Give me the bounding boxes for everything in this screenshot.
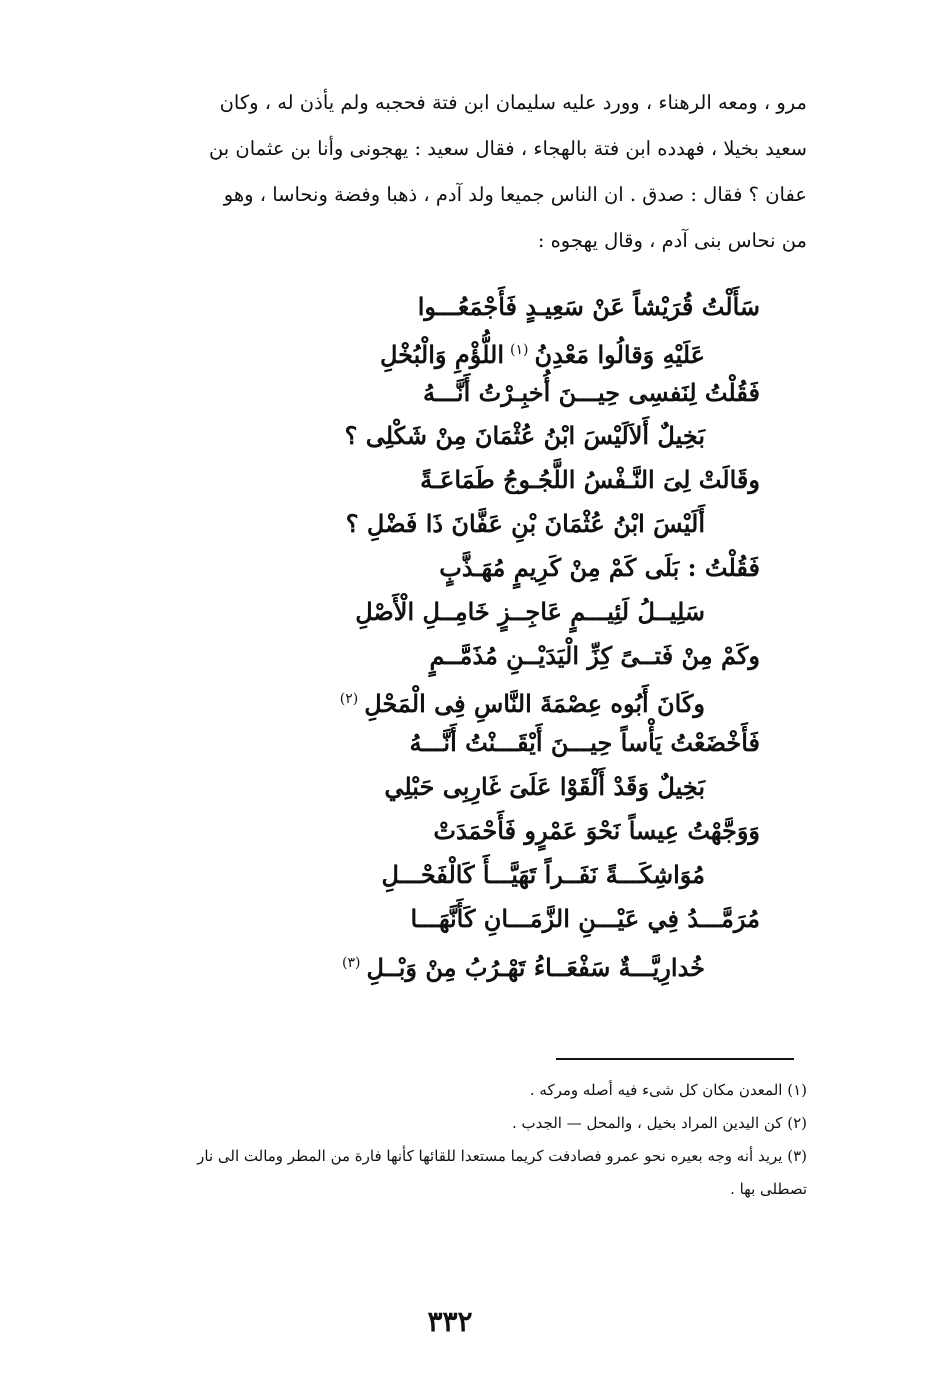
verse-line: مُرَمَّـــدُ فِي عَيْـــنِ الزَّمَـــانِ كَأَنَّهَـــا — [410, 904, 760, 933]
page-number: ٣٣٢ — [427, 1305, 473, 1338]
verse-line: وكَمْ مِنْ فَتــىً كِزِّ الْيَدَيْــنِ مُذَمَّــمٍ — [429, 641, 760, 670]
prose-line: من نحاس بنى آدم ، وقال يهجوه : — [537, 229, 807, 252]
verse-line: مُوَاشِكَـــةً نَفَــراً تَهَيَّـــأَ كَالْفَحْـــلِ — [381, 860, 705, 889]
verse-line: بَخِيلٌ وَقَدْ أَلْقَوْا عَلَىَ غَارِبِى حَبْلِي — [384, 772, 705, 801]
verse-text: وكَانَ أَبُوه عِصْمَةَ النَّاسِ فِى الْمَحْلِ — [364, 689, 705, 718]
prose-line: عفان ؟ فقال : صدق . ان الناس جميعا ولد آدم ، ذهبا وفضة ونحاسا ، وهو — [223, 183, 807, 206]
verse-text: اللُّؤْمِ وَالْبُخْلِ — [380, 340, 505, 369]
footnote-divider — [556, 1058, 794, 1060]
footnote: (٣) يريد أنه وجه بعيره نحو عمرو فصادفت كريما مستعدا للقائها كأنها فارة من المطر ومالت الى نار — [197, 1147, 807, 1165]
prose-line: سعيد بخيلا ، فهدده ابن فتة بالهجاء ، فقال سعيد : يهجونى وأنا بن عثمان بن — [208, 137, 807, 160]
verse-line — [336, 943, 705, 988]
footnote-marker-2: (٢) — [339, 691, 359, 707]
footnote: تصطلى بها . — [730, 1180, 807, 1198]
verse-line: فَقُلْتُ لِنَفسِى حِيـــنَ أُخبِـرْتُ أَنَّـــهُ — [422, 378, 760, 407]
footnote: (١) المعدن مكان كل شىء فيه أصله ومركه . — [529, 1081, 807, 1099]
verse-text: خُدارِيَّـــةٌ سَفْعَــاءُ تَهْـرُبُ مِنْ وَبْــلِ — [366, 953, 705, 982]
prose-line: مرو ، ومعه الرهناء ، وورد عليه سليمان ابن فتة فحجبه ولم يأذن له ، وكان — [219, 91, 807, 114]
prose-paragraph — [95, 80, 807, 264]
footnote-marker-3: (٣) — [342, 955, 361, 971]
footnote-marker-1: (١) — [510, 342, 529, 358]
verse-line: بَخِيلٌ أَلاَلَيْسَ ابْنُ عُثْمَانَ مِنْ شَكْلِى ؟ — [344, 421, 705, 450]
verse-line: سَأَلْتُ قُرَيْشاً عَنْ سَعِيـدٍ فَأَجْمَعُـــوا — [417, 292, 760, 321]
verse-line: سَلِيــلُ لَئِيـــمٍ عَاجِــزٍ خَامِــلِ الْأَصْلِ — [355, 597, 705, 626]
footnote: (٢) كن اليدين المراد بخيل ، والمحل — الجدب . — [512, 1114, 807, 1132]
verse-line: أَلَيْسَ ابْنُ عُثْمَانَ بْنِ عَفَّانَ ذَا فَضْلِ ؟ — [345, 509, 705, 538]
verse-line — [380, 330, 705, 375]
footnotes — [100, 1074, 807, 1206]
verse-text: عَلَيْهِ وَقالُوا مَعْدِنُ — [534, 340, 705, 369]
verse-line: وَوَجَّهْتُ عِيساً نَحْوَ عَمْرٍو فَأَحْمَدَتْ — [433, 816, 760, 845]
verse-line: فَأَخْضَعْتُ يَأْساً حِيـــنَ أَيْقَـــنْتُ أَنَّـــهُ — [409, 728, 760, 757]
verse-line: وقَالَتْ لِىَ النَّـفْسُ اللَّجُـوجُ طَمَاعَـةً — [420, 465, 760, 494]
verse-line — [334, 679, 705, 724]
verse-line: فَقُلْتُ : بَلَى كَمْ مِنْ كَرِيمٍ مُهَـذَّبٍ — [439, 553, 760, 582]
